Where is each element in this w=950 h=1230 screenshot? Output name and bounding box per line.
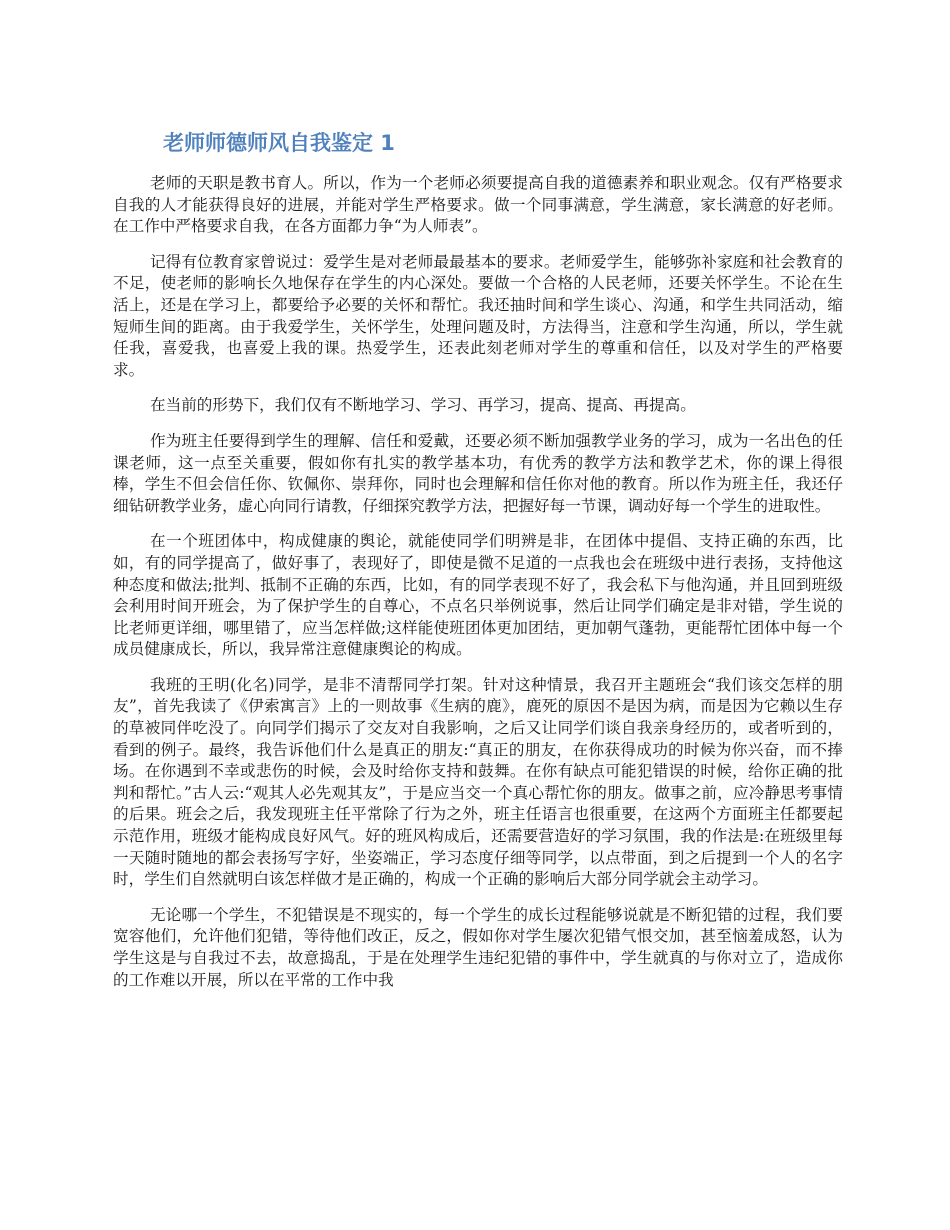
document-title: 老师师德师风自我鉴定 1 bbox=[163, 131, 395, 155]
paragraph: 我班的王明(化名)同学，是非不清帮同学打架。针对这种情景，我召开主题班会“我们该交怎样的朋友”，首先我读了《伊索寓言》上的一则故事《生病的鹿》，鹿死的原因不是因为病，而是因为它赖以生存的草被同伴吃没了。向同学们揭示了交友对自我影响，之后又让同学们谈自我亲身经历的，或者听到的，看到的例子。最终，我告诉他们什么是真正的朋友:“真正的朋友，在你获得成功的时候为你兴奋，而不捧场。在你遇到不幸或悲伤的时候，会及时给你支持和鼓舞。在你有缺点可能犯错误的时候，给你正确的批判和帮忙。”古人云:“观其人必先观其友”，于是应当交一个真心帮忙你的朋友。做事之前，应冷静思考事情的后果。班会之后，我发现班主任平常除了行为之外，班主任语言也很重要，在这两个方面班主任都要起示范作用，班级才能构成良好风气。好的班风构成后，还需要营造好的学习氛围，我的作法是:在班级里每一天随时随地的都会表扬写字好，坐姿端正，学习态度仔细等同学，以点带面，到之后提到一个人的名字时，学生们自然就明白该怎样做才是正确的，构成一个正确的影响后大部分同学就会主动学习。 bbox=[113, 675, 843, 889]
paragraph: 无论哪一个学生，不犯错误是不现实的，每一个学生的成长过程能够说就是不断犯错的过程，我们要宽容他们，允许他们犯错，等待他们改正，反之，假如你对学生屡次犯错气恨交加，甚至恼羞成怒，认为学生这是与自我过不去，故意捣乱，于是在处理学生违纪犯错的事件中，学生就真的与你对立了，造成你的工作难以开展，所以在平常的工作中我 bbox=[113, 905, 843, 989]
paragraph: 老师的天职是教书育人。所以，作为一个老师必须要提高自我的道德素养和职业观念。仅有严格要求自我的人才能获得良好的进展，并能对学生严格要求。做一个同事满意，学生满意，家长满意的好老师。在工作中严格要求自我，在各方面都力争“为人师表”。 bbox=[113, 174, 843, 236]
paragraph: 作为班主任要得到学生的理解、信任和爱戴，还要必须不断加强教学业务的学习，成为一名出色的任课老师，这一点至关重要，假如你有扎实的教学基本功，有优秀的教学方法和教学艺术，你的课上得很棒，学生不但会信任你、钦佩你、崇拜你，同时也会理解和信任你对他的教育。所以作为班主任，我还仔细钻研教学业务，虚心向同行请教，仔细探究教学方法，把握好每一节课，调动好每一个学生的进取性。 bbox=[113, 431, 843, 515]
paragraph: 在一个班团体中，构成健康的舆论，就能使同学们明辨是非，在团体中提倡、支持正确的东西，比如，有的同学提高了，做好事了，表现好了，即使是微不足道的一点我也会在班级中进行表扬，支持他这种态度和做法;批判、抵制不正确的东西，比如，有的同学表现不好了，我会私下与他沟通，并且回到班级会利用时间开班会，为了保护学生的自尊心，不点名只举例说事，然后让同学们确定是非对错，学生说的比老师更详细，哪里错了，应当怎样做;这样能使班团体更加团结，更加朝气蓬勃，更能帮忙团体中每一个成员健康成长，所以，我异常注意健康舆论的构成。 bbox=[113, 532, 843, 659]
document-body bbox=[113, 173, 843, 1005]
paragraph: 在当前的形势下，我们仅有不断地学习、学习、再学习，提高、提高、再提高。 bbox=[150, 396, 696, 415]
paragraph: 记得有位教育家曾说过：爱学生是对老师最最基本的要求。老师爱学生，能够弥补家庭和社会教育的不足，使老师的影响长久地保存在学生的内心深处。要做一个合格的人民老师，还要关怀学生。不论在生活上，还是在学习上，都要给予必要的关怀和帮忙。我还抽时间和学生谈心、沟通，和学生共同活动，缩短师生间的距离。由于我爱学生，关怀学生，处理问题及时，方法得当，注意和学生沟通，所以，学生就任我，喜爱我，也喜爱上我的课。热爱学生，还表此刻老师对学生的尊重和信任，以及对学生的严格要求。 bbox=[113, 252, 843, 379]
